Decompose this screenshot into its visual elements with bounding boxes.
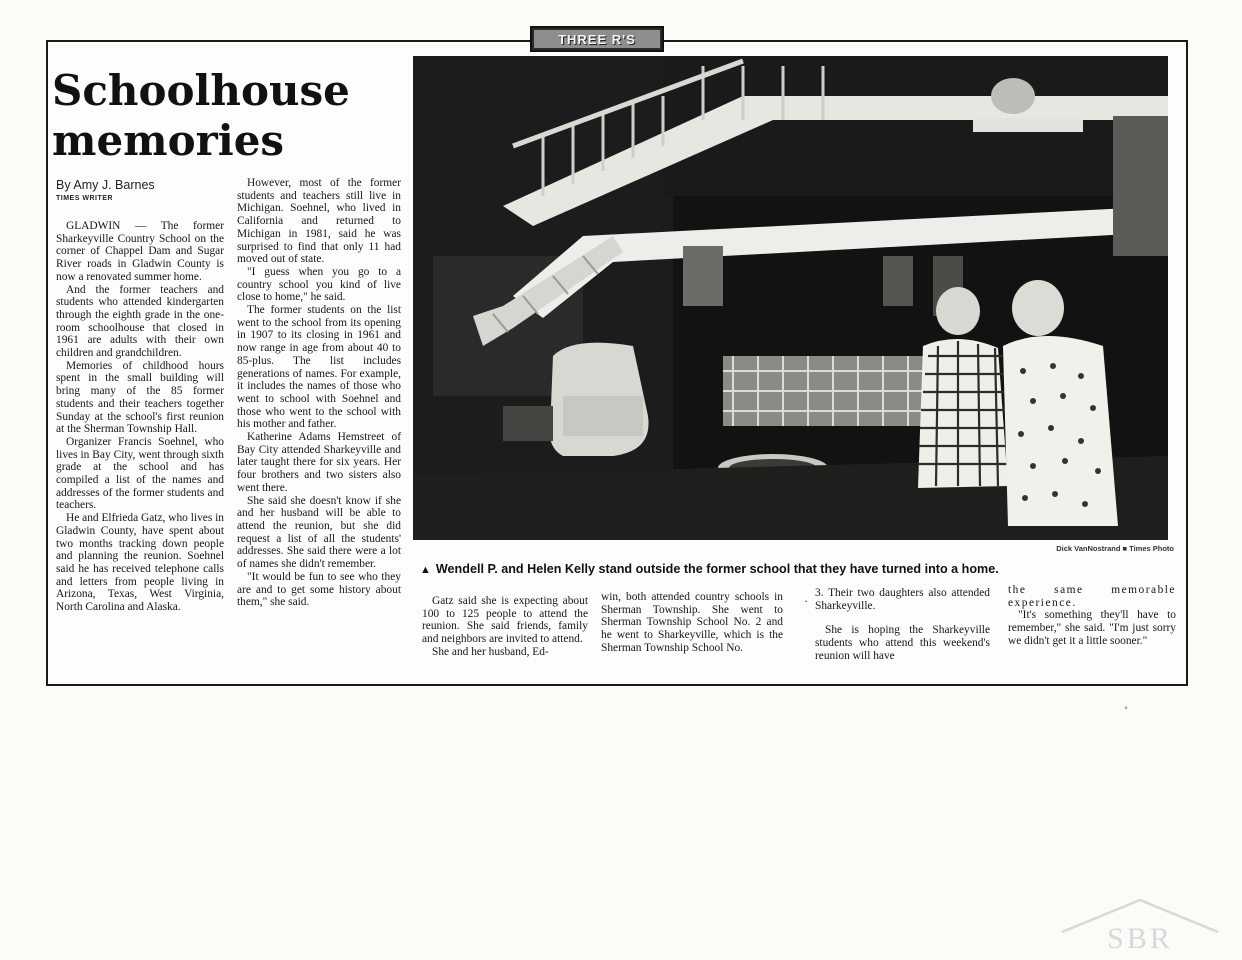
paragraph: However, most of the former students and teachers still live in Michigan. Soehnel, who lived in California and returned to Michigan in 1981, said he was surprised to find that only 11 had moved out of state.: [237, 177, 401, 266]
paragraph: "I guess when you go to a country school you kind of live close to home," he said.: [237, 265, 401, 304]
watermark-text: SBR: [1107, 922, 1173, 954]
paragraph: GLADWIN — The former Sharkeyville Country School on the corner of Chappel Dam and Sugar River roads in Gladwin County is now a renovated summer home.: [56, 220, 224, 283]
article-column-2: [237, 177, 401, 609]
paragraph: He and Elfrieda Gatz, who lives in Gladwin County, have spent about two months tracking down people and planning the reunion. Soehnel said he has received telephone calls and letters from people living in Arizona, Texas, West Virginia, North Carolina and Alaska.: [56, 512, 224, 614]
byline: By Amy J. Barnes: [56, 178, 155, 192]
paragraph: the same memorable experience.: [1008, 584, 1176, 609]
section-tag-label: THREE R'S: [534, 30, 660, 48]
paragraph: Gatz said she is expecting about 100 to 125 people to attend the reunion. She said friends, family and neighbors are invited to attend.: [422, 595, 588, 646]
article-column-3: [422, 595, 588, 659]
byline-role: TIMES WRITER: [56, 195, 113, 202]
headline-line-2: memories: [52, 116, 285, 165]
paragraph: Katherine Adams Hemstreet of Bay City attended Sharkeyville and later taught there for six years. Her four brothers and two sisters also went there.: [237, 431, 401, 494]
living-room-photo: [413, 56, 1168, 540]
paragraph: She is hoping the Sharkeyville students who attend this weekend's reunion will have: [815, 624, 990, 662]
paragraph: 3. Their two daughters also attended Sharkeyville.: [815, 587, 990, 612]
headline: [52, 66, 392, 166]
caption-triangle-icon: ▲: [420, 564, 431, 576]
headline-line-1: Schoolhouse: [52, 66, 350, 115]
paragraph: "It would be fun to see who they are and to get some history about them," she said.: [237, 570, 401, 609]
column-dot: ·: [804, 594, 808, 608]
paragraph: She and her husband, Ed-: [432, 645, 549, 658]
photo-caption: [420, 562, 1180, 576]
article-column-5: [815, 587, 990, 663]
paragraph: Memories of childhood hours spent in the small building will bring many of the 85 former students and their teachers together Sunday at the school's first reunion at the Sherman Township Hall.: [56, 359, 224, 436]
paragraph: "It's something they'll have to remember," she said. "I'm just sorry we didn't get it a little sooner.": [1008, 609, 1176, 647]
photo-credit: Dick VanNostrand ■ Times Photo: [1056, 544, 1174, 553]
article-column-4: [601, 591, 783, 655]
section-tag: [530, 26, 664, 52]
paragraph: The former students on the list went to the school from its opening in 1907 to its closing in 1961 and now range in age from about 40 to 85-plus. The list includes generations of names. For example, it includes the names of those who went to school with Soehnel and those who went to the school with his mother and father.: [237, 304, 401, 431]
paragraph: And the former teachers and students who attended kindergarten through the eighth grade in the one-room schoolhouse that closed in 1961 are adults with their own children and grandchildren.: [56, 283, 224, 360]
caption-text: Wendell P. and Helen Kelly stand outside the former school that they have turned into a home.: [435, 562, 999, 576]
paragraph: She said she doesn't know if she and her husband will be able to attend the reunion, but she did request a list of all the students' addresses. She said there were a lot of names she didn't remember.: [237, 494, 401, 571]
article-column-6: [1008, 584, 1176, 648]
paragraph: Organizer Francis Soehnel, who lives in Bay City, went through sixth grade at the school and has compiled a list of the names and addresses of the former students and teachers.: [56, 435, 224, 512]
sbr-watermark-logo: [1060, 894, 1220, 954]
paragraph: win, both attended country schools in Sherman Township. She went to Sherman Township School No. 2 and he went to Sharkeyville, which is the Sherman Township School No.: [601, 591, 783, 654]
article-column-1: [56, 220, 224, 614]
scan-speck: ˚: [1124, 704, 1128, 718]
news-photo: [413, 56, 1168, 540]
